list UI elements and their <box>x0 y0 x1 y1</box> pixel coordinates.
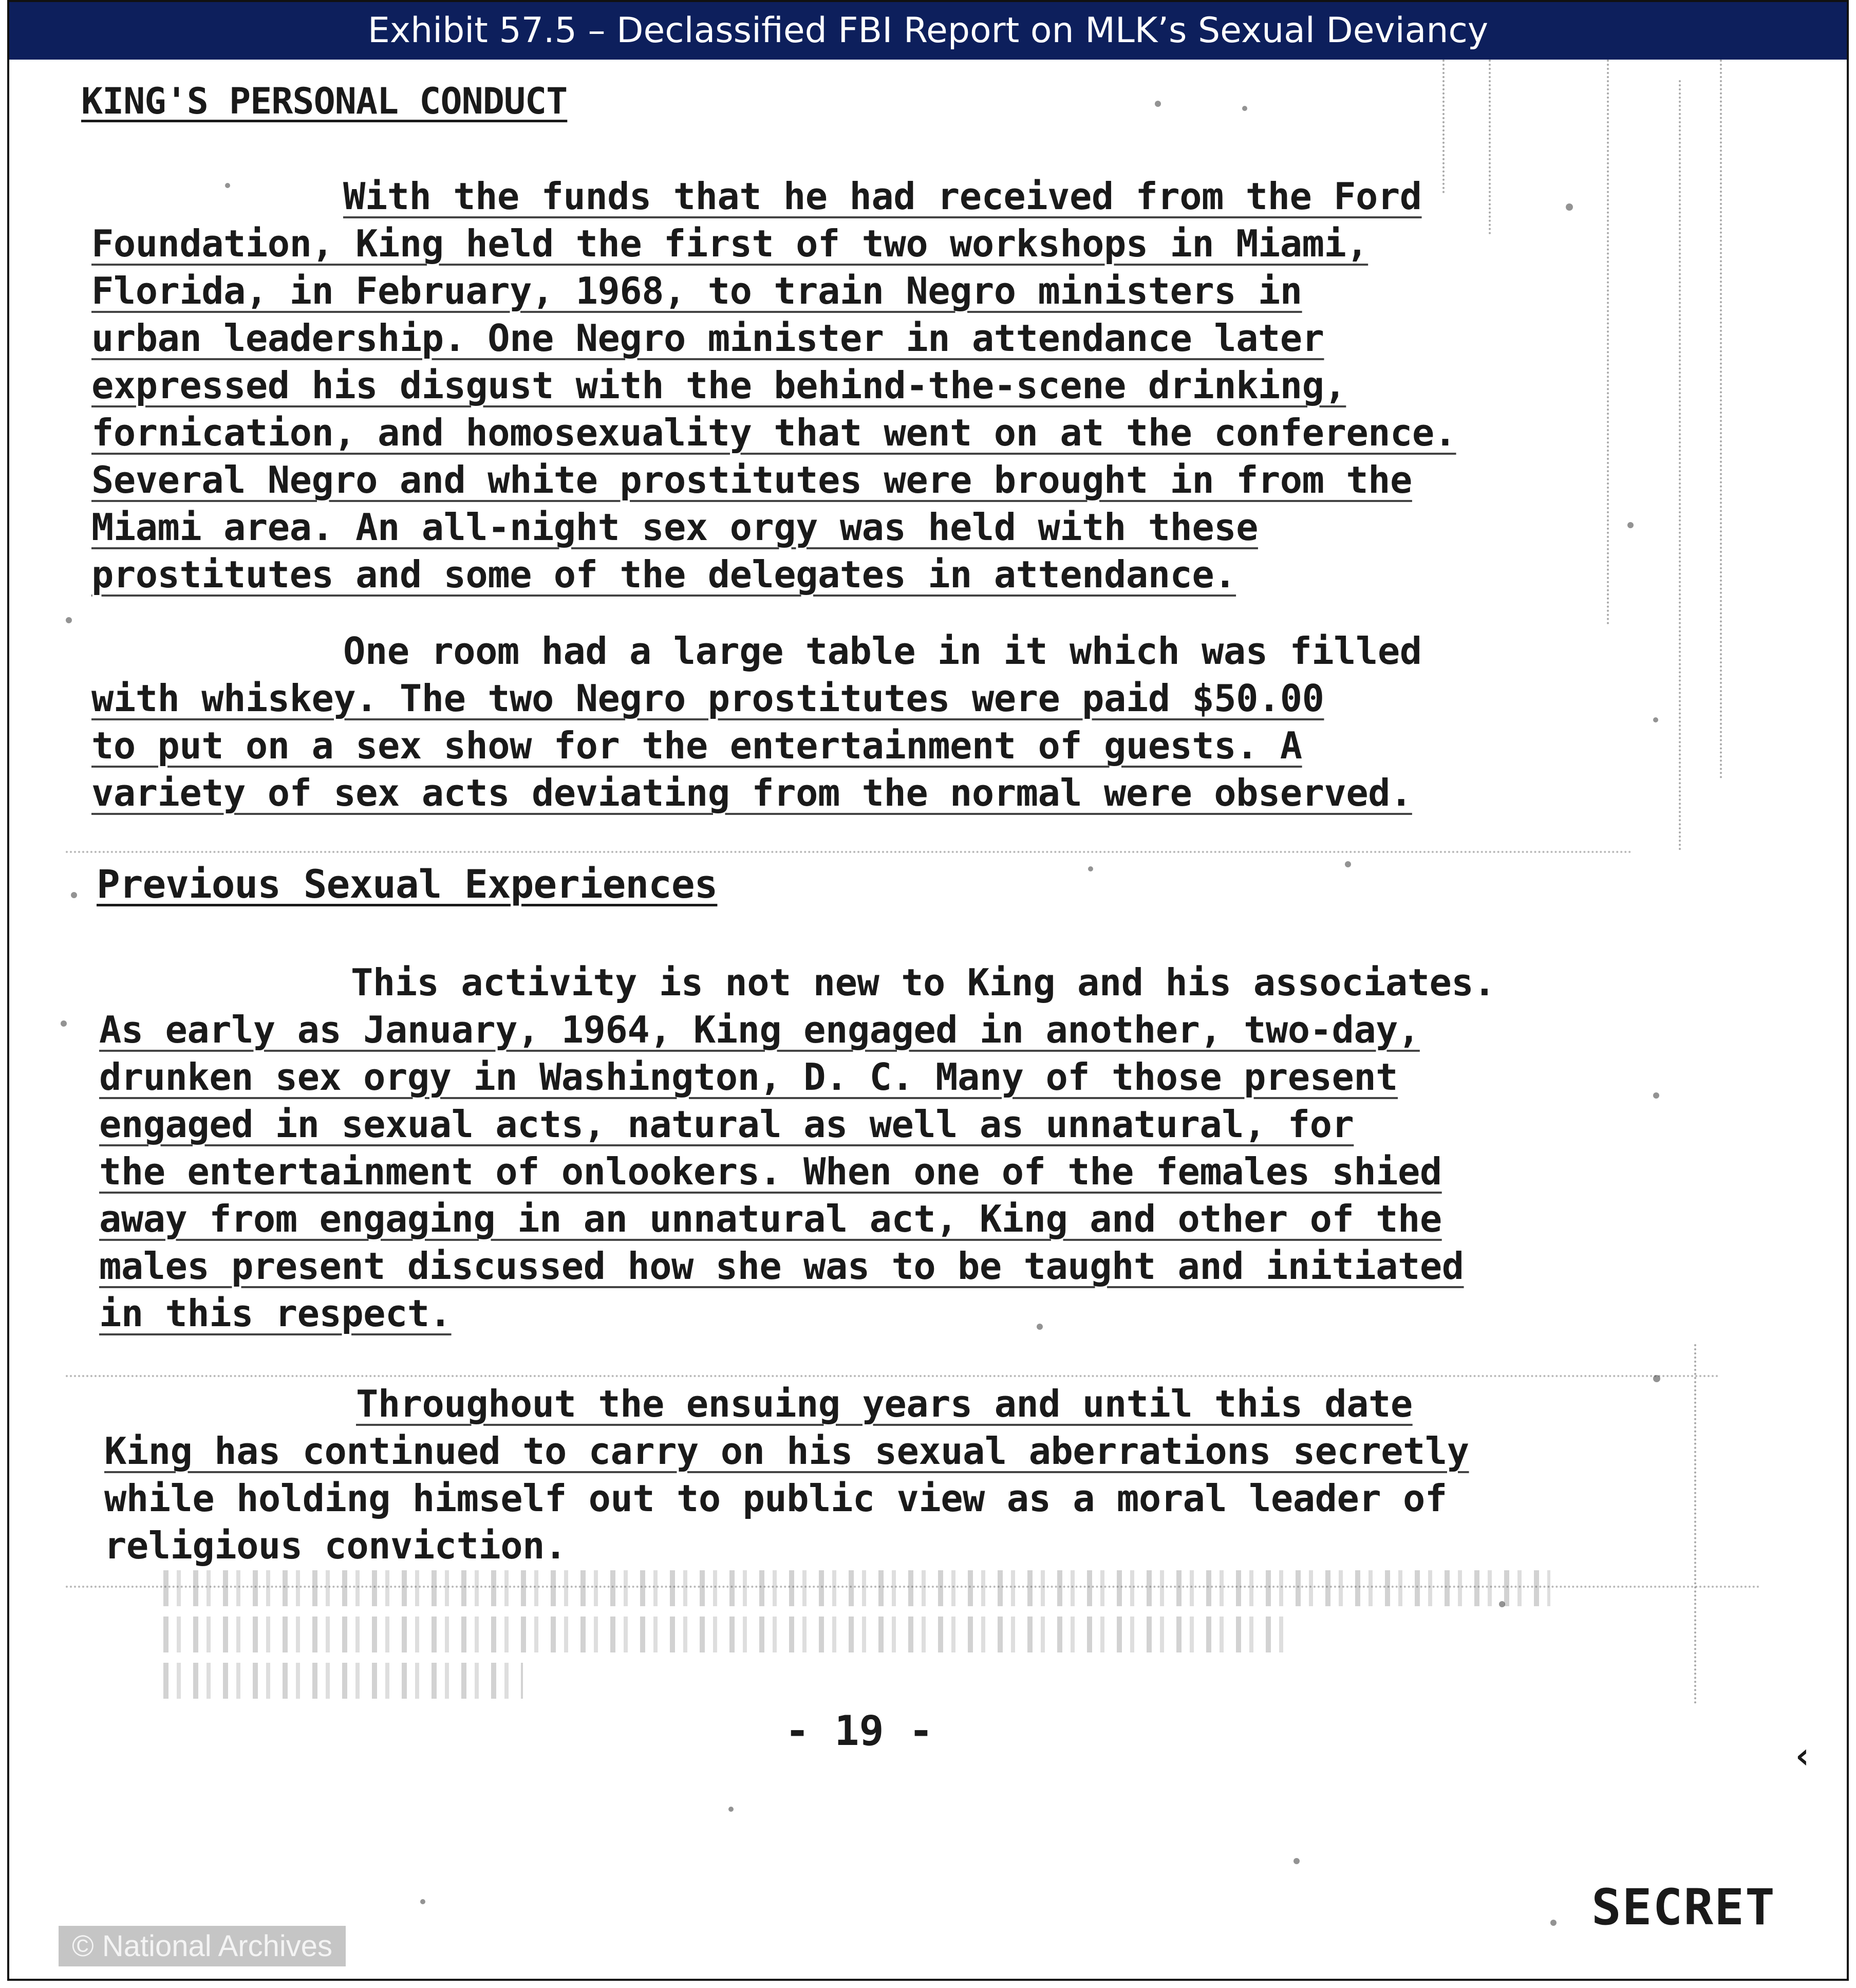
text-line: drunken sex orgy in Washington, D. C. Many of those present <box>99 1055 1398 1099</box>
text-line: variety of sex acts deviating from the normal were observed. <box>91 771 1412 814</box>
text-line: As early as January, 1964, King engaged in another, two-day, <box>99 1008 1420 1051</box>
paragraph-ensuing-years <box>104 1380 1686 1569</box>
scan-speck <box>1088 866 1093 871</box>
scan-speck <box>420 1899 425 1904</box>
scan-artifact-line <box>1694 1344 1696 1704</box>
scan-speck <box>66 617 72 623</box>
scan-artifact-line <box>66 851 1633 853</box>
scan-artifact-line <box>66 1375 1720 1377</box>
paragraph-previous-experiences <box>99 959 1681 1337</box>
page-number: - 19 - <box>785 1707 933 1755</box>
scan-artifact-line <box>1679 80 1681 851</box>
scan-speck <box>1345 861 1351 867</box>
scanned-document <box>9 60 1847 1979</box>
paragraph-whiskey-room <box>91 627 1674 816</box>
scan-speck <box>728 1807 734 1812</box>
illegible-faded-text <box>163 1570 1550 1606</box>
text-line: One room had a large table in it which was filled <box>343 629 1422 673</box>
paragraph-ford-foundation <box>91 173 1674 598</box>
scan-speck <box>71 892 77 898</box>
watermark-credit: © National Archives <box>59 1926 346 1966</box>
text-line: With the funds that he had received from the Ford <box>343 175 1422 218</box>
text-line: away from engaging in an unnatural act, King and other of the <box>99 1197 1442 1240</box>
exhibit-frame <box>7 0 1849 1981</box>
text-line: Several Negro and white prostitutes were brought in from the <box>91 458 1412 501</box>
text-line: prostitutes and some of the delegates in attendance. <box>91 553 1236 596</box>
exhibit-title-banner: Exhibit 57.5 – Declassified FBI Report on MLK’s Sexual Deviancy <box>9 2 1847 60</box>
text-line: fornication, and homosexuality that went on at the conference. <box>91 411 1456 454</box>
classification-stamp: SECRET <box>1591 1879 1776 1936</box>
text-line: Florida, in February, 1968, to train Negro ministers in <box>91 269 1302 312</box>
section-heading: KING'S PERSONAL CONDUCT <box>81 80 568 122</box>
text-line: engaged in sexual acts, natural as well as unnatural, for <box>99 1103 1354 1146</box>
subsection-heading: Previous Sexual Experiences <box>97 861 718 907</box>
text-line: in this respect. <box>99 1292 452 1335</box>
text-line: King has continued to carry on his sexual aberrations secretly <box>104 1429 1469 1473</box>
text-line: This activity is not new to King and his associates. <box>351 961 1496 1004</box>
illegible-faded-text <box>163 1663 523 1699</box>
text-line: the entertainment of onlookers. When one of the females shied <box>99 1150 1442 1193</box>
illegible-faded-text <box>163 1617 1293 1652</box>
scan-speck <box>1293 1858 1300 1864</box>
scan-speck <box>1550 1920 1557 1926</box>
text-line: males present discussed how she was to be taught and initiated <box>99 1244 1464 1288</box>
text-line: religious conviction. <box>104 1524 567 1567</box>
scan-speck <box>1242 106 1247 111</box>
text-line: urban leadership. One Negro minister in attendance later <box>91 317 1324 360</box>
text-line: Miami area. An all-night sex orgy was held with these <box>91 506 1258 549</box>
text-line: with whiskey. The two Negro prostitutes were paid $50.00 <box>91 677 1324 720</box>
text-line: expressed his disgust with the behind-the-scene drinking, <box>91 364 1346 407</box>
text-line: while holding himself out to public view as a moral leader of <box>104 1477 1447 1520</box>
text-line: Foundation, King held the first of two workshops in Miami, <box>91 222 1368 265</box>
text-line: Throughout the ensuing years and until this date <box>356 1382 1413 1425</box>
scan-speck <box>61 1020 67 1027</box>
text-line: to put on a sex show for the entertainment of guests. A <box>91 724 1302 767</box>
scan-artifact-line <box>1720 60 1722 779</box>
scan-speck <box>1155 101 1161 107</box>
margin-mark: ‹ <box>1792 1735 1814 1777</box>
